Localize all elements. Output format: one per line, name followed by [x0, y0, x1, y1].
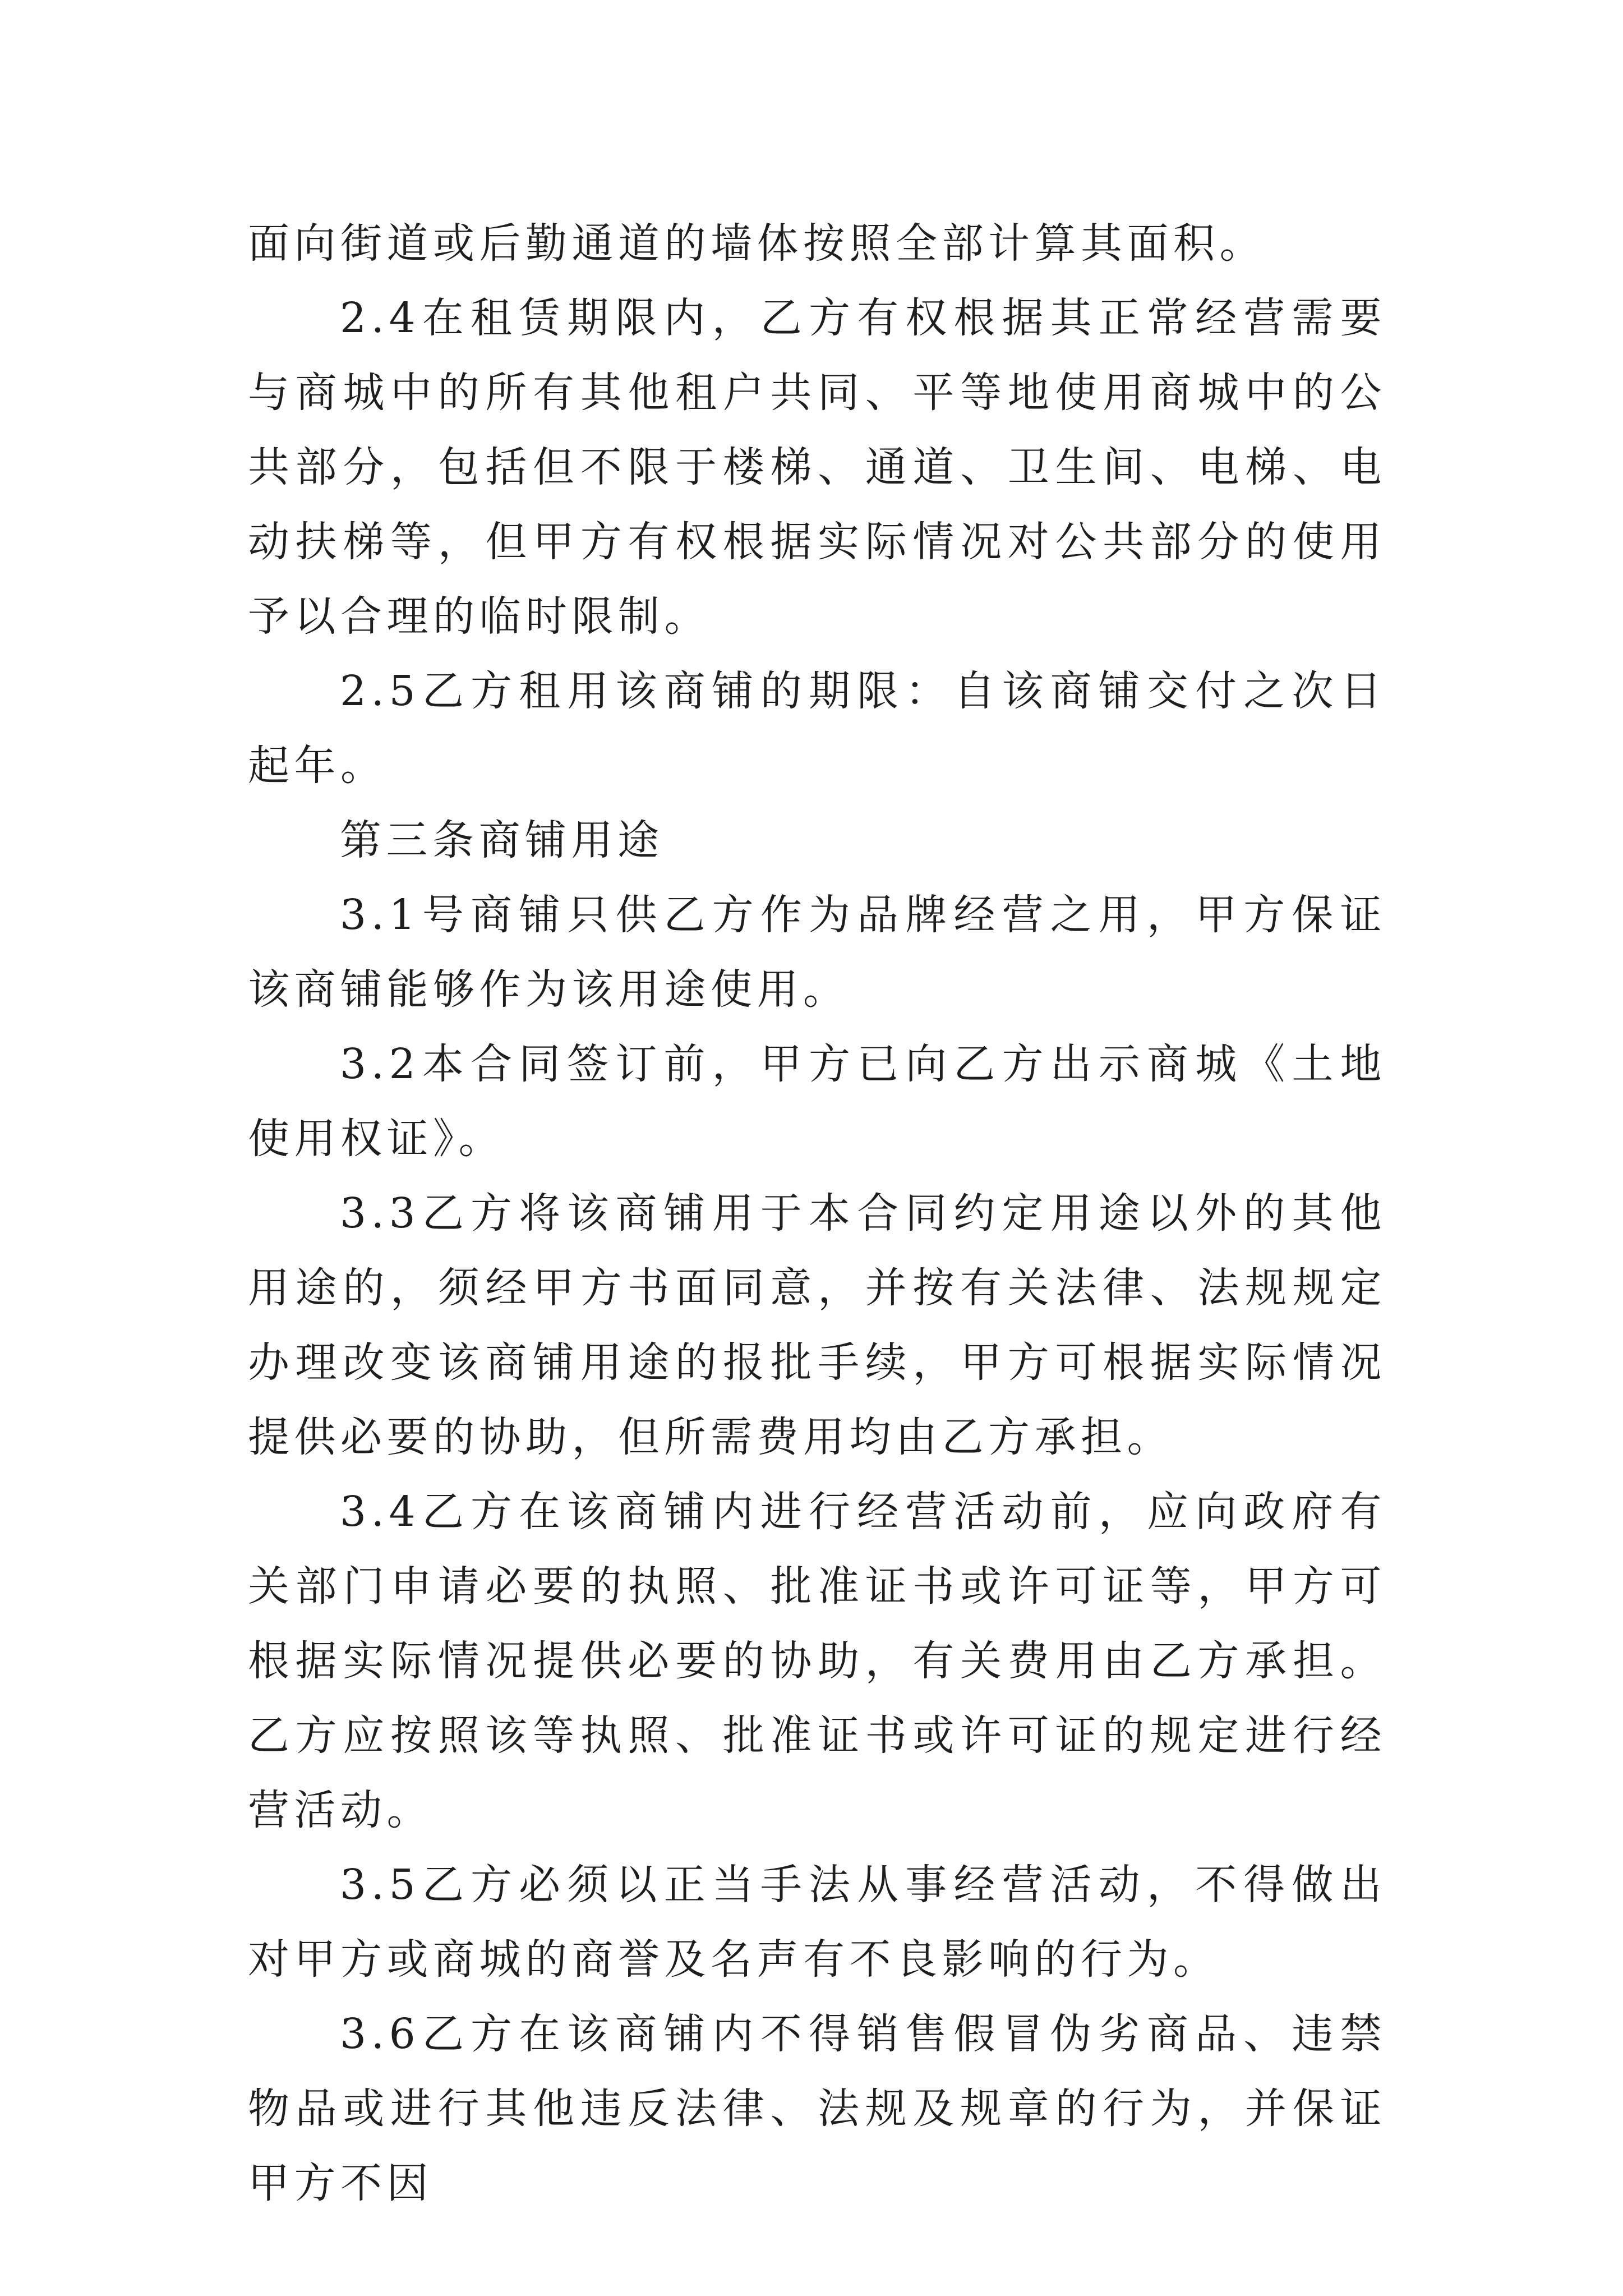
- paragraph-3-1: 3.1号商铺只供乙方作为品牌经营之用，甲方保证该商铺能够作为该用途使用。: [248, 891, 1386, 1014]
- paragraph-area-note: 面向街道或后勤通道的墙体按照全部计算其面积。: [248, 219, 1266, 268]
- paragraph-3-6: 3.6乙方在该商铺内不得销售假冒伪劣商品、违禁物品或进行其他违反法律、法规及规章的行为，并保证甲方不因: [248, 2010, 1386, 2207]
- paragraph-2-4: 2.4在租赁期限内，乙方有权根据其正常经营需要与商城中的所有其他租户共同、平等地使用商城中的公共部分，包括但不限于楼梯、通道、卫生间、电梯、电动扶梯等，但甲方有权根据实际情况对公共部分的使用予以合理的临时限制。: [248, 294, 1386, 641]
- paragraph-3-4: 3.4乙方在该商铺内进行经营活动前，应向政府有关部门申请必要的执照、批准证书或许可证等，甲方可根据实际情况提供必要的协助，有关费用由乙方承担。乙方应按照该等执照、批准证书或许可证的规定进行经营活动。: [248, 1488, 1386, 1834]
- section-heading-article-3: 第三条商铺用途: [340, 816, 664, 864]
- paragraph-3-2: 3.2本合同签订前，甲方已向乙方出示商城《土地使用权证》。: [248, 1040, 1386, 1163]
- document-body: [248, 206, 1386, 2221]
- paragraph-2-5: 2.5乙方租用该商铺的期限：自该商铺交付之次日起年。: [248, 667, 1386, 790]
- paragraph-3-5: 3.5乙方必须以正当手法从事经营活动，不得做出对甲方或商城的商誉及名声有不良影响的行为。: [248, 1861, 1386, 1984]
- paragraph-3-3: 3.3乙方将该商铺用于本合同约定用途以外的其他用途的，须经甲方书面同意，并按有关法律、法规规定办理改变该商铺用途的报批手续，甲方可根据实际情况提供必要的协助，但所需费用均由乙方承担。: [248, 1189, 1386, 1461]
